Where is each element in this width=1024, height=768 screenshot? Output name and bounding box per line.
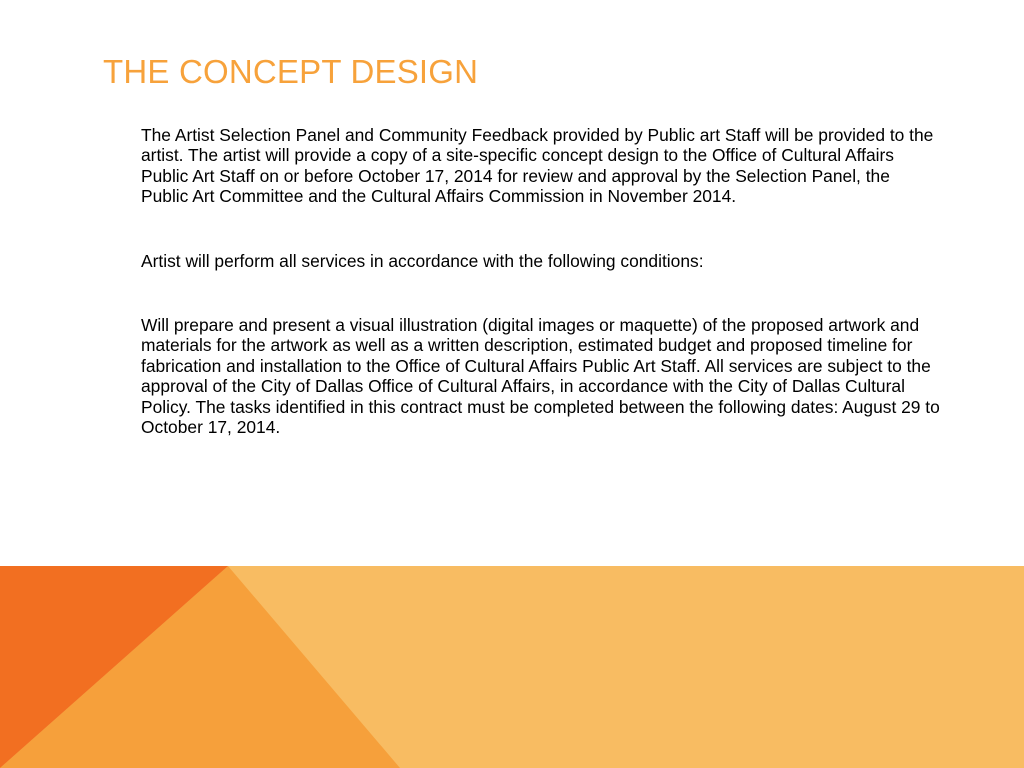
body-paragraph-selection: The Artist Selection Panel and Community Feedback provided by Public art Staff will be provided to the artist. The artist will provide a copy of a site-specific concept design to the Office of Cultural Affairs Public Art Staff on or before October 17, 2014 for review and approval by the Selection Panel, the Public Art Committee and the Cultural Affairs Commission in November 2014. (141, 125, 934, 207)
body-paragraph-conditions: Artist will perform all services in accordance with the following conditions: (141, 250, 704, 271)
footer-shapes (0, 566, 1024, 768)
slide-body (141, 125, 941, 437)
paragraph-spacer (141, 271, 941, 315)
body-paragraph-illustration: Will prepare and present a visual illustration (digital images or maquette) of the proposed artwork and materials for the artwork as well as a written description, estimated budget and proposed timeline for fabrication and installation to the Office of Cultural Affairs Public Art Staff. All services are subject to the approval of the City of Dallas Office of Cultural Affairs, in accordance with the City of Dallas Cultural Policy. The tasks identified in this contract must be completed between the following dates: August 29 to October 17, 2014. (141, 315, 940, 438)
decorative-footer-band (0, 566, 1024, 768)
slide-title: THE CONCEPT DESIGN (103, 53, 479, 90)
paragraph-spacer (141, 207, 941, 251)
